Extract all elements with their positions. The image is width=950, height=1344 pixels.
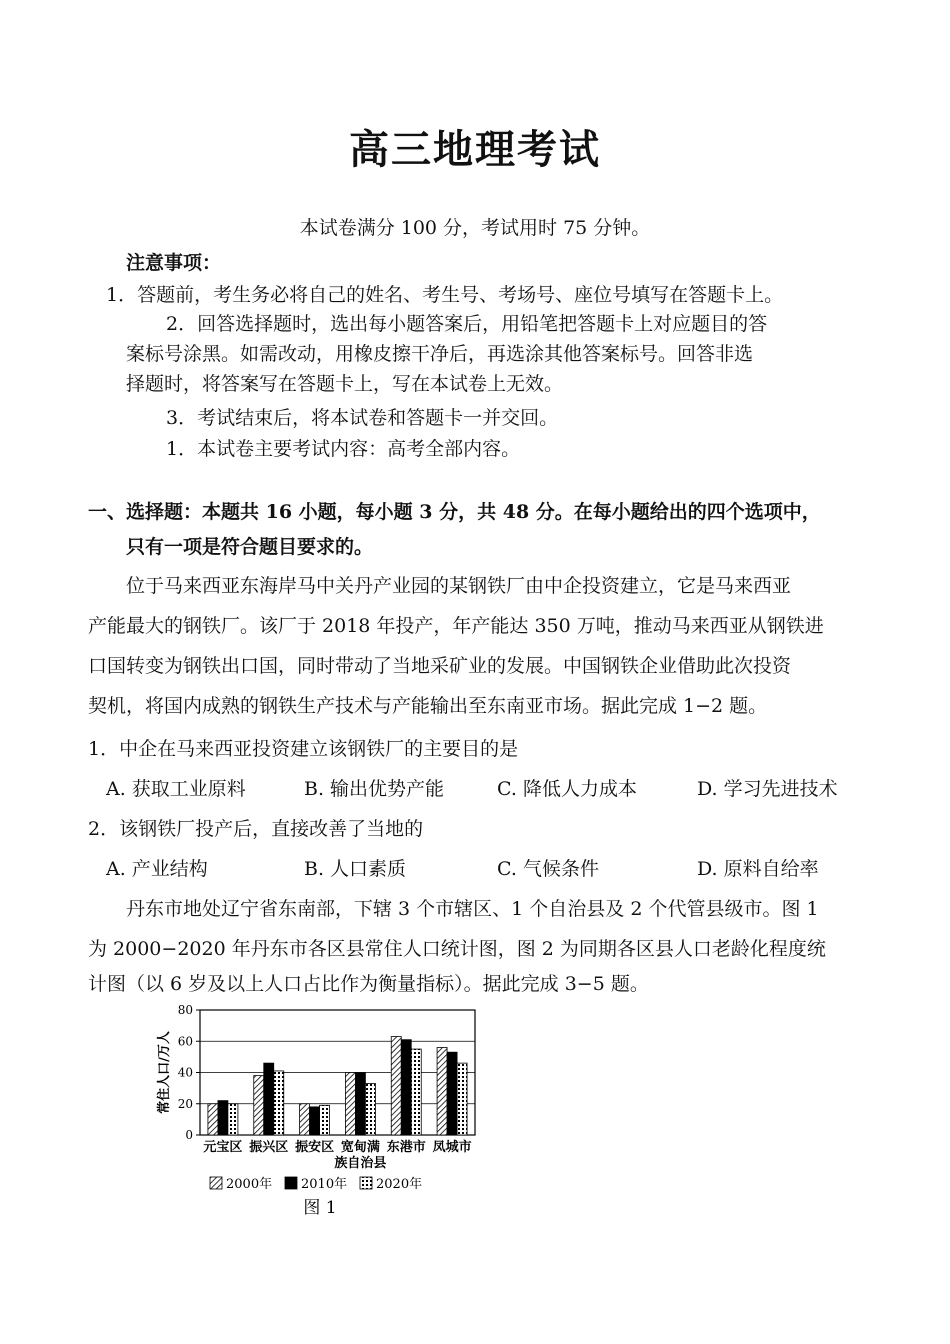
option-b: B. 输出优势产能	[304, 778, 445, 800]
x-category-sublabel: 族自治县	[334, 1156, 387, 1171]
passage-line: 产能最大的钢铁厂。该厂于 2018 年投产，年产能达 350 万吨，推动马来西亚从钢铁进	[88, 615, 824, 637]
passage-line: 为 2000−2020 年丹东市各区县常住人口统计图，图 2 为同期各区县人口老龄化程度统	[88, 938, 826, 960]
bar-2020年	[457, 1063, 467, 1135]
notice-line: 1．答题前，考生务必将自己的姓名、考生号、考场号、座位号填写在答题卡上。	[106, 284, 784, 306]
question-stem: 2．该钢铁厂投产后，直接改善了当地的	[88, 818, 424, 840]
page-title: 高三地理考试	[349, 126, 601, 173]
passage-line: 计图（以 6 岁及以上人口占比作为衡量指标）。据此完成 3−5 题。	[88, 973, 649, 995]
bar-2020年	[274, 1071, 284, 1135]
y-tick-label: 80	[177, 1003, 193, 1017]
figure-caption: 图 1	[303, 1198, 337, 1218]
x-category-label: 东港市	[386, 1140, 426, 1155]
x-category-label: 振安区	[295, 1140, 335, 1155]
x-category-label: 元宝区	[203, 1140, 243, 1155]
x-category-label: 凤城市	[432, 1140, 472, 1155]
y-tick-label: 0	[185, 1128, 193, 1142]
notice-line: 3．考试结束后，将本试卷和答题卡一并交回。	[166, 407, 559, 429]
passage-line: 丹东市地处辽宁省东南部，下辖 3 个市辖区、1 个自治县及 2 个代管县级市。图 1	[126, 898, 819, 920]
bar-2000年	[208, 1104, 218, 1135]
legend-swatch	[285, 1177, 297, 1189]
bar-2020年	[228, 1104, 238, 1135]
legend-label: 2020年	[376, 1177, 423, 1192]
bar-2010年	[447, 1052, 457, 1135]
section-heading: 一、选择题：本题共 16 小题，每小题 3 分，共 48 分。在每小题给出的四个选项中，	[88, 501, 821, 523]
bar-2020年	[320, 1105, 330, 1135]
exam-subtitle: 本试卷满分 100 分，考试用时 75 分钟。	[299, 217, 651, 239]
bar-2010年	[264, 1063, 274, 1135]
y-tick-label: 60	[177, 1034, 193, 1049]
passage-line: 位于马来西亚东海岸马中关丹产业园的某钢铁厂由中企投资建立，它是马来西亚	[126, 575, 792, 597]
legend-swatch	[360, 1177, 372, 1189]
population-bar-chart	[150, 1000, 490, 1222]
y-tick-label: 20	[177, 1096, 193, 1111]
legend-label: 2000年	[226, 1177, 273, 1192]
bar-2000年	[300, 1104, 310, 1135]
x-category-label: 振兴区	[249, 1140, 289, 1155]
option-b: B. 人口素质	[304, 858, 407, 880]
bar-2010年	[218, 1101, 228, 1135]
x-category-label: 宽甸满	[340, 1140, 380, 1155]
notice-line: 案标号涂黑。如需改动，用橡皮擦干净后，再选涂其他答案标号。回答非选	[126, 343, 754, 365]
question-stem: 1．中企在马来西亚投资建立该钢铁厂的主要目的是	[88, 738, 519, 760]
section-heading-cont: 只有一项是符合题目要求的。	[126, 536, 374, 558]
notice-heading: 注意事项：	[126, 252, 222, 274]
bar-2010年	[355, 1073, 365, 1136]
bar-2000年	[345, 1073, 355, 1136]
notice-line: 1．本试卷主要考试内容：高考全部内容。	[166, 438, 521, 460]
option-a: A. 产业结构	[106, 858, 208, 880]
y-tick-label: 40	[177, 1065, 193, 1080]
option-a: A. 获取工业原料	[106, 778, 246, 800]
notice-line: 2．回答选择题时，选出每小题答案后，用铅笔把答题卡上对应题目的答	[166, 313, 768, 335]
bar-2010年	[401, 1040, 411, 1135]
option-d: D. 原料自给率	[697, 858, 819, 880]
passage-line: 契机，将国内成熟的钢铁生产技术与产能输出至东南亚市场。据此完成 1−2 题。	[88, 695, 768, 717]
bar-2010年	[310, 1107, 320, 1135]
bar-2000年	[391, 1037, 401, 1135]
passage-line: 口国转变为钢铁出口国，同时带动了当地采矿业的发展。中国钢铁企业借助此次投资	[88, 655, 792, 677]
option-c: C. 降低人力成本	[497, 778, 637, 800]
legend-swatch	[210, 1177, 222, 1189]
option-d: D. 学习先进技术	[697, 778, 838, 800]
option-c: C. 气候条件	[497, 858, 599, 880]
bar-2020年	[365, 1083, 375, 1135]
legend-label: 2010年	[301, 1177, 348, 1192]
bar-2000年	[437, 1048, 447, 1136]
y-axis-label: 常住人口/万人	[157, 1031, 172, 1114]
bar-2000年	[254, 1076, 264, 1135]
bar-2020年	[411, 1049, 421, 1135]
notice-line: 择题时，将答案写在答题卡上，写在本试卷上无效。	[126, 373, 564, 395]
